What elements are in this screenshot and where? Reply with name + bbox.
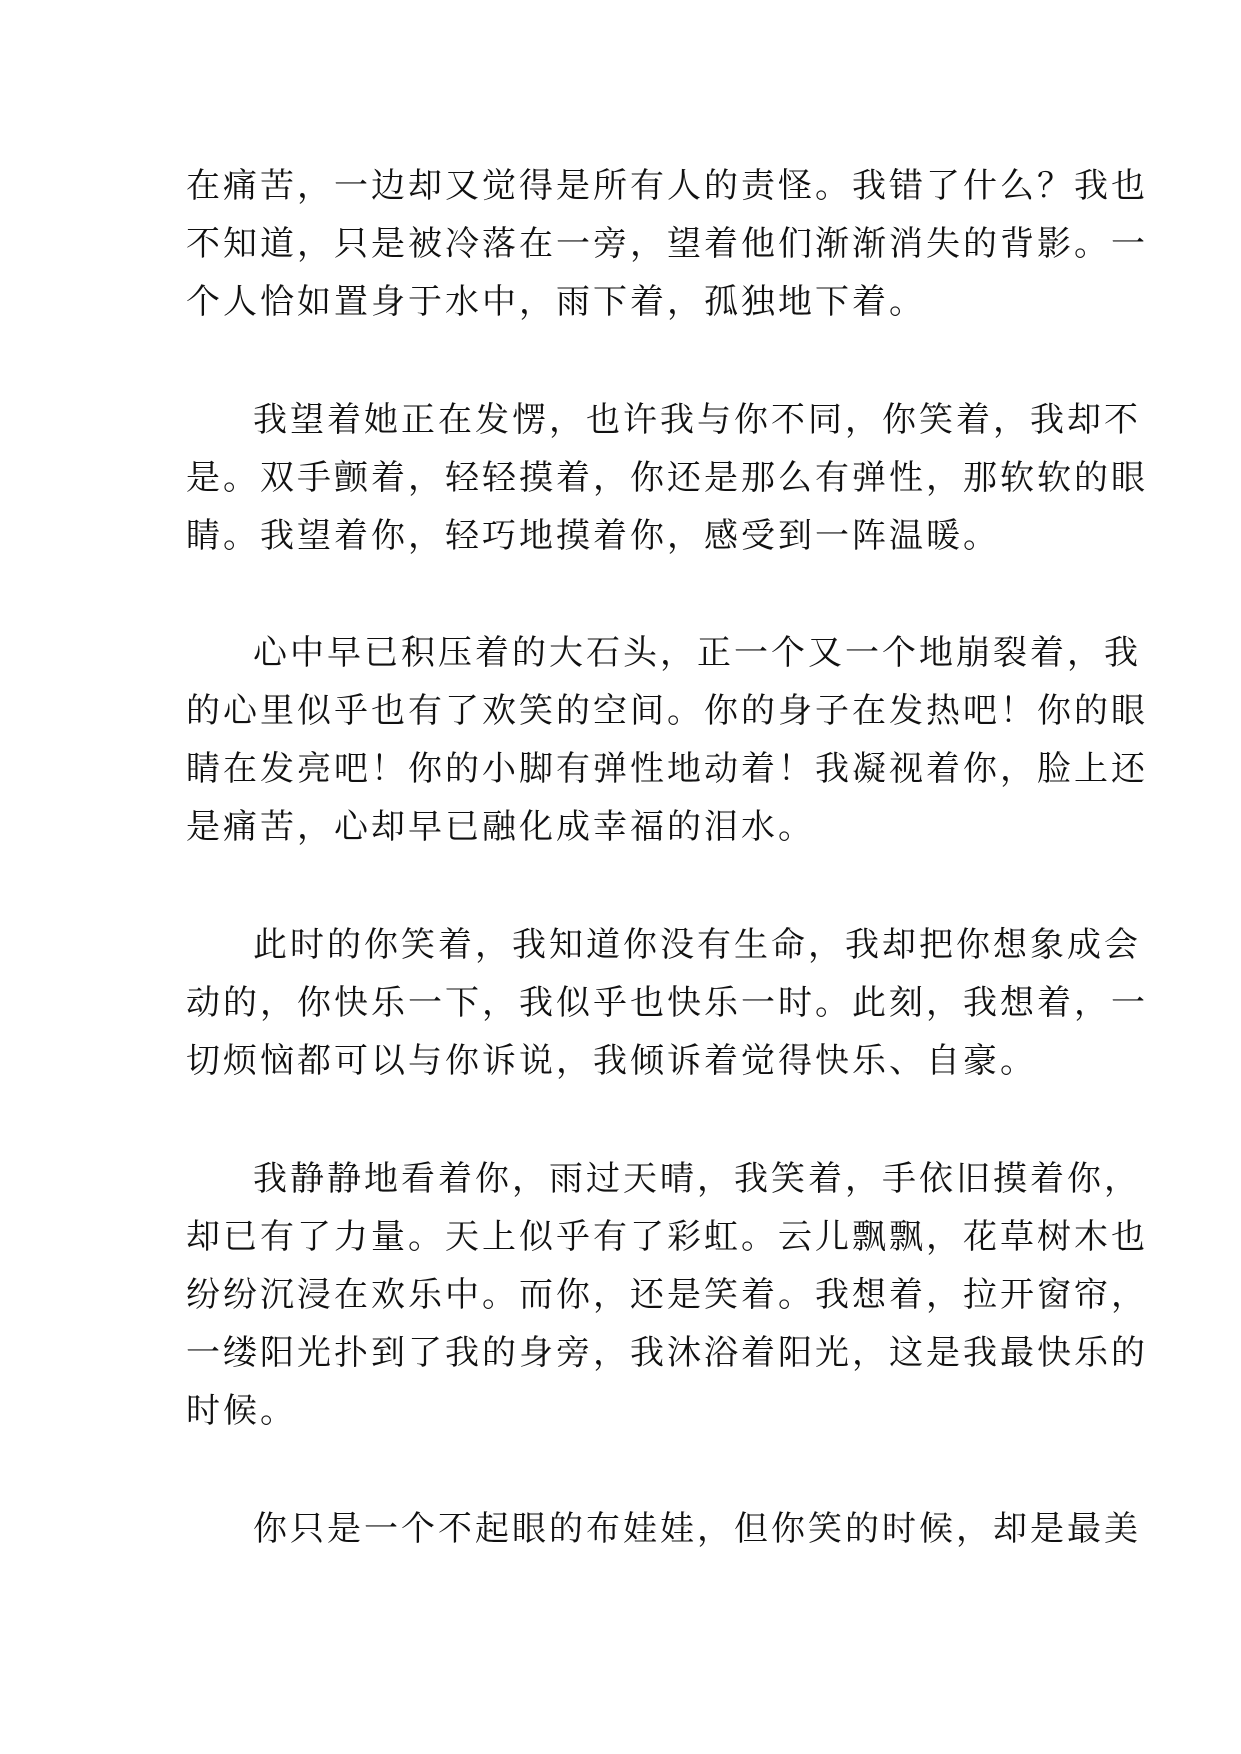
paragraph bbox=[186, 1150, 1148, 1440]
text-line: 我望着她正在发愣，也许我与你不同，你笑着，我却不 bbox=[253, 400, 1141, 440]
paragraph bbox=[186, 1500, 1141, 1558]
text-line: 睛。我望着你，轻巧地摸着你，感受到一阵温暖。 bbox=[186, 516, 1000, 556]
text-line: 的心里似乎也有了欢笑的空间。你的身子在发热吧！你的眼 bbox=[186, 691, 1148, 731]
text-line: 切烦恼都可以与你诉说，我倾诉着觉得快乐、自豪。 bbox=[186, 1041, 1037, 1081]
paragraph bbox=[186, 916, 1148, 1090]
paragraph bbox=[186, 391, 1148, 565]
text-line: 是。双手颤着，轻轻摸着，你还是那么有弹性，那软软的眼 bbox=[186, 458, 1148, 498]
text-line: 在痛苦，一边却又觉得是所有人的责怪。我错了什么？我也 bbox=[186, 166, 1148, 206]
text-line: 个人恰如置身于水中，雨下着，孤独地下着。 bbox=[186, 282, 926, 322]
text-line: 睛在发亮吧！你的小脚有弹性地动着！我凝视着你，脸上还 bbox=[186, 749, 1148, 789]
text-line: 不知道，只是被冷落在一旁，望着他们渐渐消失的背影。一 bbox=[186, 224, 1148, 264]
text-line: 却已有了力量。天上似乎有了彩虹。云儿飘飘，花草树木也 bbox=[186, 1217, 1148, 1257]
paragraph bbox=[186, 157, 1148, 331]
text-line: 此时的你笑着，我知道你没有生命，我却把你想象成会 bbox=[253, 925, 1141, 965]
text-line: 纷纷沉浸在欢乐中。而你，还是笑着。我想着，拉开窗帘， bbox=[186, 1275, 1148, 1315]
paragraph bbox=[186, 624, 1148, 856]
text-line: 一缕阳光扑到了我的身旁，我沐浴着阳光，这是我最快乐的 bbox=[186, 1333, 1148, 1373]
text-line: 心中早已积压着的大石头，正一个又一个地崩裂着，我 bbox=[253, 633, 1141, 673]
text-line: 是痛苦，心却早已融化成幸福的泪水。 bbox=[186, 807, 815, 847]
text-line: 你只是一个不起眼的布娃娃，但你笑的时候，却是最美 bbox=[253, 1509, 1141, 1549]
text-line: 我静静地看着你，雨过天晴，我笑着，手依旧摸着你， bbox=[253, 1159, 1141, 1199]
text-line: 动的，你快乐一下，我似乎也快乐一时。此刻，我想着，一 bbox=[186, 983, 1148, 1023]
text-line: 时候。 bbox=[186, 1391, 297, 1431]
